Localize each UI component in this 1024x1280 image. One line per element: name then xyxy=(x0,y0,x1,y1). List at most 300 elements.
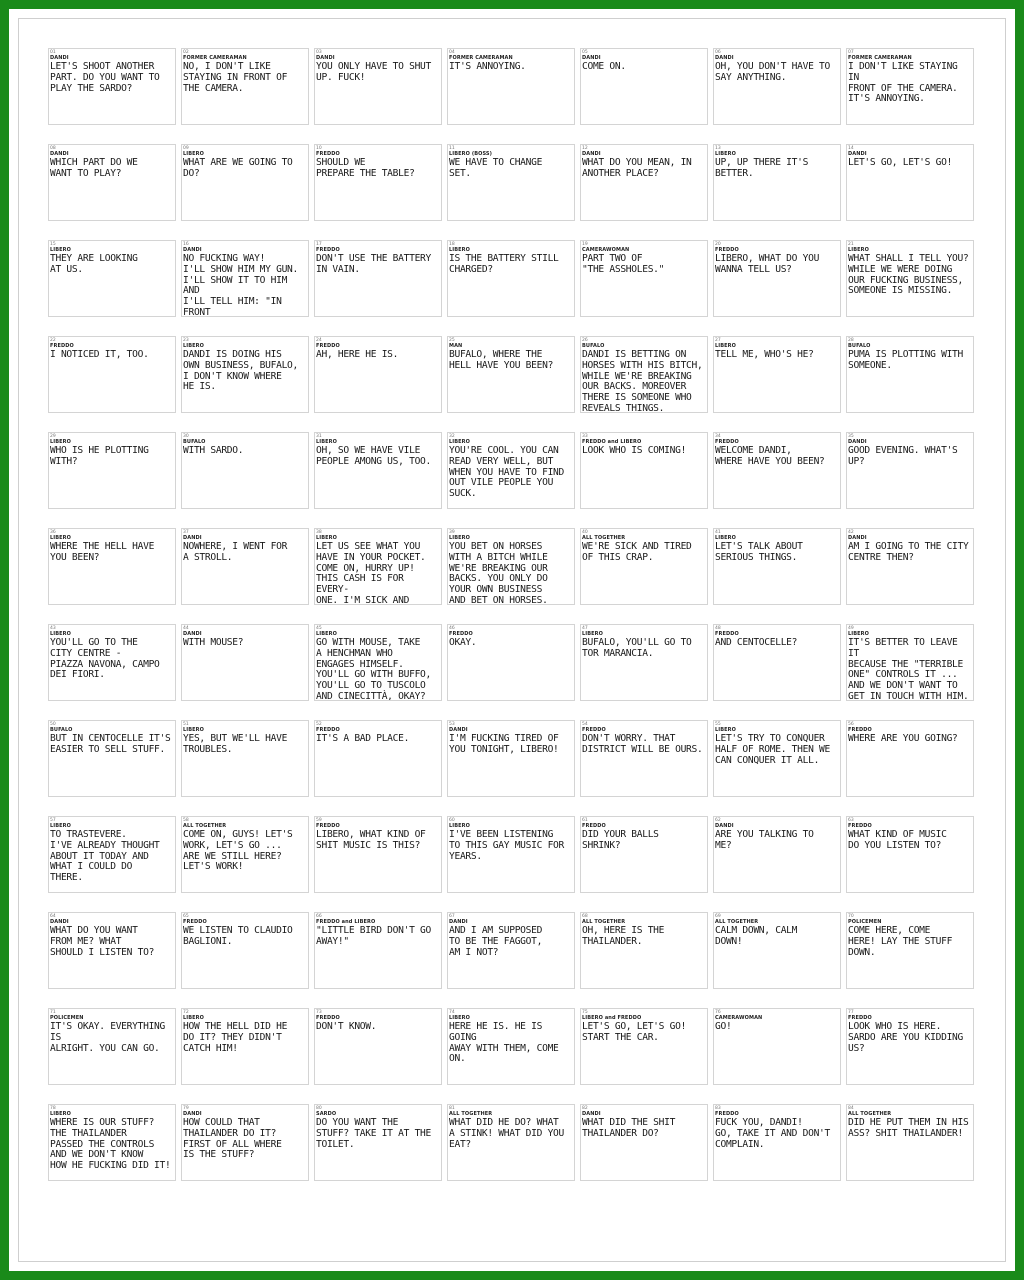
card-number: 48 xyxy=(715,626,721,631)
dialogue-card xyxy=(846,240,974,317)
card-speaker: FREDDO xyxy=(715,247,739,253)
card-speaker: LIBERO xyxy=(449,439,470,445)
card-speaker: ALL TOGETHER xyxy=(449,1111,493,1117)
card-speaker: FREDDO xyxy=(848,823,872,829)
dialogue-card xyxy=(846,144,974,221)
card-speaker: LIBERO xyxy=(582,631,603,637)
card-number: 26 xyxy=(582,338,588,343)
card-number: 81 xyxy=(449,1106,455,1111)
card-dialogue: LOOK WHO IS HERE. SARDO ARE YOU KIDDING US? xyxy=(848,1021,963,1054)
card-number: 37 xyxy=(183,530,189,535)
dialogue-card xyxy=(713,528,841,605)
dialogue-card xyxy=(181,144,309,221)
card-number: 72 xyxy=(183,1010,189,1015)
card-number: 09 xyxy=(183,146,189,151)
card-dialogue: YOU'LL GO TO THE CITY CENTRE - PIAZZA NAVONA, CAMPO DEI FIORI. xyxy=(50,637,160,681)
card-speaker: FREDDO xyxy=(316,151,340,157)
card-number: 68 xyxy=(582,914,588,919)
dialogue-card xyxy=(181,48,309,125)
dialogue-card xyxy=(447,720,575,797)
card-speaker: LIBERO xyxy=(50,631,71,637)
card-number: 74 xyxy=(449,1010,455,1015)
dialogue-card xyxy=(713,336,841,413)
card-dialogue: LET'S TRY TO CONQUER HALF OF ROME. THEN WE CAN CONQUER IT ALL. xyxy=(715,733,830,766)
dialogue-card xyxy=(181,1104,309,1181)
card-speaker: DANDI xyxy=(582,1111,601,1117)
card-number: 11 xyxy=(449,146,455,151)
card-dialogue: LET'S GO, LET'S GO! xyxy=(848,157,953,168)
card-number: 49 xyxy=(848,626,854,631)
card-number: 69 xyxy=(715,914,721,919)
card-number: 52 xyxy=(316,722,322,727)
card-dialogue: IT'S OKAY. EVERYTHING IS ALRIGHT. YOU CAN GO. xyxy=(50,1021,165,1054)
dialogue-card xyxy=(314,48,442,125)
dialogue-card xyxy=(580,240,708,317)
card-speaker: DANDI xyxy=(715,55,734,61)
dialogue-card xyxy=(580,1008,708,1085)
card-dialogue: WE'RE SICK AND TIRED OF THIS CRAP. xyxy=(582,541,692,563)
card-dialogue: SHOULD WE PREPARE THE TABLE? xyxy=(316,157,415,179)
card-speaker: LIBERO xyxy=(449,247,470,253)
dialogue-card-grid xyxy=(48,48,976,1181)
card-speaker: LIBERO xyxy=(183,1015,204,1021)
dialogue-card xyxy=(447,432,575,509)
card-speaker: ALL TOGETHER xyxy=(582,535,626,541)
card-speaker: FREDDO xyxy=(848,1015,872,1021)
card-dialogue: NO FUCKING WAY! I'LL SHOW HIM MY GUN. I'LL SHOW IT TO HIM AND I'LL TELL HIM: "IN FRONT xyxy=(183,253,298,317)
card-speaker: LIBERO xyxy=(449,823,470,829)
dialogue-card xyxy=(580,528,708,605)
dialogue-card xyxy=(713,1104,841,1181)
card-speaker: LIBERO xyxy=(50,535,71,541)
dialogue-card xyxy=(846,624,974,701)
card-speaker: MAN xyxy=(449,343,463,349)
card-speaker: DANDI xyxy=(449,727,468,733)
card-number: 61 xyxy=(582,818,588,823)
dialogue-card xyxy=(314,816,442,893)
card-dialogue: WITH MOUSE? xyxy=(183,637,244,648)
card-speaker: DANDI xyxy=(183,631,202,637)
dialogue-card xyxy=(314,720,442,797)
card-speaker: FREDDO and LIBERO xyxy=(582,439,642,445)
card-speaker: DANDI xyxy=(848,535,867,541)
dialogue-card xyxy=(713,624,841,701)
card-number: 28 xyxy=(848,338,854,343)
dialogue-card xyxy=(846,48,974,125)
card-speaker: FREDDO xyxy=(582,823,606,829)
card-dialogue: LOOK WHO IS COMING! xyxy=(582,445,687,456)
card-dialogue: COME ON. xyxy=(582,61,626,72)
card-number: 46 xyxy=(449,626,455,631)
card-number: 08 xyxy=(50,146,56,151)
card-number: 12 xyxy=(582,146,588,151)
dialogue-card xyxy=(48,144,176,221)
dialogue-card xyxy=(181,816,309,893)
card-number: 07 xyxy=(848,50,854,55)
card-number: 77 xyxy=(848,1010,854,1015)
card-number: 13 xyxy=(715,146,721,151)
dialogue-card xyxy=(314,432,442,509)
card-speaker: DANDI xyxy=(582,55,601,61)
card-number: 66 xyxy=(316,914,322,919)
card-dialogue: BUT IN CENTOCELLE IT'S EASIER TO SELL STUFF. xyxy=(50,733,171,755)
card-dialogue: I DON'T LIKE STAYING IN FRONT OF THE CAMERA. IT'S ANNOYING. xyxy=(848,61,958,105)
card-dialogue: DANDI IS DOING HIS OWN BUSINESS, BUFALO, I DON'T KNOW WHERE HE IS. xyxy=(183,349,298,393)
dialogue-card xyxy=(181,720,309,797)
dialogue-card xyxy=(713,144,841,221)
card-dialogue: UP, UP THERE IT'S BETTER. xyxy=(715,157,809,179)
dialogue-card xyxy=(48,528,176,605)
dialogue-card xyxy=(314,144,442,221)
card-dialogue: GO WITH MOUSE, TAKE A HENCHMAN WHO ENGAGES HIMSELF. YOU'LL GO WITH BUFFO, YOU'LL GO TO TUSCOLO AND CINECITTÀ, OKAY? xyxy=(316,637,431,701)
dialogue-card xyxy=(181,624,309,701)
card-number: 05 xyxy=(582,50,588,55)
card-number: 78 xyxy=(50,1106,56,1111)
card-dialogue: WHERE THE HELL HAVE YOU BEEN? xyxy=(50,541,155,563)
card-speaker: FREDDO xyxy=(582,727,606,733)
dialogue-card xyxy=(314,912,442,989)
card-number: 27 xyxy=(715,338,721,343)
card-number: 33 xyxy=(582,434,588,439)
card-number: 67 xyxy=(449,914,455,919)
dialogue-card xyxy=(713,720,841,797)
card-speaker: DANDI xyxy=(449,919,468,925)
card-dialogue: BUFALO, WHERE THE HELL HAVE YOU BEEN? xyxy=(449,349,554,371)
card-speaker: CAMERAWOMAN xyxy=(715,1015,763,1021)
card-speaker: FREDDO xyxy=(316,1015,340,1021)
dialogue-card xyxy=(48,432,176,509)
card-number: 04 xyxy=(449,50,455,55)
card-dialogue: LET US SEE WHAT YOU HAVE IN YOUR POCKET. COME ON, HURRY UP! THIS CASH IS FOR EVERY- ONE. I'M SICK AND xyxy=(316,541,426,605)
card-speaker: FREDDO xyxy=(449,631,473,637)
dialogue-card xyxy=(580,1104,708,1181)
card-number: 10 xyxy=(316,146,322,151)
dialogue-card xyxy=(447,816,575,893)
card-speaker: LIBERO xyxy=(848,247,869,253)
card-speaker: LIBERO xyxy=(449,535,470,541)
card-number: 22 xyxy=(50,338,56,343)
card-speaker: FREDDO xyxy=(715,1111,739,1117)
card-dialogue: OH, YOU DON'T HAVE TO SAY ANYTHING. xyxy=(715,61,830,83)
card-number: 71 xyxy=(50,1010,56,1015)
dialogue-card xyxy=(48,1104,176,1181)
dialogue-card xyxy=(846,720,974,797)
dialogue-card xyxy=(580,432,708,509)
card-number: 42 xyxy=(848,530,854,535)
dialogue-card xyxy=(48,720,176,797)
card-number: 54 xyxy=(582,722,588,727)
card-dialogue: NOWHERE, I WENT FOR A STROLL. xyxy=(183,541,288,563)
card-number: 60 xyxy=(449,818,455,823)
dialogue-card xyxy=(447,144,575,221)
dialogue-card xyxy=(580,816,708,893)
card-speaker: LIBERO xyxy=(50,1111,71,1117)
card-speaker: FREDDO xyxy=(183,919,207,925)
card-number: 62 xyxy=(715,818,721,823)
card-dialogue: "LITTLE BIRD DON'T GO AWAY!" xyxy=(316,925,431,947)
card-number: 39 xyxy=(449,530,455,535)
dialogue-card xyxy=(713,432,841,509)
dialogue-card xyxy=(447,1104,575,1181)
card-number: 19 xyxy=(582,242,588,247)
card-dialogue: WHAT DID HE DO? WHAT A STINK! WHAT DID YOU EAT? xyxy=(449,1117,564,1150)
card-speaker: FORMER CAMERAMAN xyxy=(848,55,912,61)
card-dialogue: DID HE PUT THEM IN HIS ASS? SHIT THAILANDER! xyxy=(848,1117,969,1139)
card-speaker: LIBERO xyxy=(715,535,736,541)
card-number: 06 xyxy=(715,50,721,55)
card-number: 21 xyxy=(848,242,854,247)
card-speaker: DANDI xyxy=(183,535,202,541)
card-number: 14 xyxy=(848,146,854,151)
card-speaker: LIBERO xyxy=(183,343,204,349)
card-speaker: LIBERO xyxy=(715,343,736,349)
card-number: 53 xyxy=(449,722,455,727)
card-speaker: DANDI xyxy=(848,439,867,445)
card-number: 16 xyxy=(183,242,189,247)
card-dialogue: LET'S GO, LET'S GO! START THE CAR. xyxy=(582,1021,687,1043)
card-dialogue: WHAT ARE WE GOING TO DO? xyxy=(183,157,293,179)
card-number: 50 xyxy=(50,722,56,727)
card-number: 36 xyxy=(50,530,56,535)
card-speaker: BUFALO xyxy=(183,439,206,445)
card-speaker: DANDI xyxy=(183,247,202,253)
card-speaker: DANDI xyxy=(50,919,69,925)
card-speaker: LIBERO xyxy=(183,727,204,733)
card-speaker: DANDI xyxy=(50,55,69,61)
card-speaker: FORMER CAMERAMAN xyxy=(183,55,247,61)
card-dialogue: WHAT DO YOU MEAN, IN ANOTHER PLACE? xyxy=(582,157,692,179)
card-dialogue: AND CENTOCELLE? xyxy=(715,637,798,648)
card-speaker: LIBERO xyxy=(715,151,736,157)
card-speaker: LIBERO xyxy=(449,1015,470,1021)
card-speaker: LIBERO xyxy=(50,823,71,829)
card-dialogue: WE LISTEN TO CLAUDIO BAGLIONI. xyxy=(183,925,293,947)
dialogue-card xyxy=(48,48,176,125)
card-number: 29 xyxy=(50,434,56,439)
card-speaker: ALL TOGETHER xyxy=(582,919,626,925)
card-dialogue: DANDI IS BETTING ON HORSES WITH HIS BITCH, WHILE WE'RE BREAKING OUR BACKS. MOREOVER THERE IS SOMEONE WHO REVEALS THINGS. xyxy=(582,349,703,413)
card-speaker: BUFALO xyxy=(582,343,605,349)
dialogue-card xyxy=(48,624,176,701)
dialogue-card xyxy=(846,1008,974,1085)
card-number: 45 xyxy=(316,626,322,631)
card-speaker: LIBERO xyxy=(50,247,71,253)
dialogue-card xyxy=(580,48,708,125)
card-speaker: LIBERO xyxy=(316,439,337,445)
card-number: 82 xyxy=(582,1106,588,1111)
card-number: 20 xyxy=(715,242,721,247)
card-speaker: FREDDO xyxy=(316,343,340,349)
card-speaker: FREDDO and LIBERO xyxy=(316,919,376,925)
card-dialogue: HOW THE HELL DID HE DO IT? THEY DIDN'T CATCH HIM! xyxy=(183,1021,288,1054)
dialogue-card xyxy=(846,432,974,509)
card-number: 40 xyxy=(582,530,588,535)
card-dialogue: YOU'RE COOL. YOU CAN READ VERY WELL, BUT WHEN YOU HAVE TO FIND OUT VILE PEOPLE YOU SUCK. xyxy=(449,445,564,500)
card-dialogue: DID YOUR BALLS SHRINK? xyxy=(582,829,659,851)
card-number: 84 xyxy=(848,1106,854,1111)
card-speaker: POLICEMEN xyxy=(848,919,882,925)
card-dialogue: OKAY. xyxy=(449,637,477,648)
card-dialogue: HERE HE IS. HE IS GOING AWAY WITH THEM, COME ON. xyxy=(449,1021,559,1065)
card-speaker: ALL TOGETHER xyxy=(848,1111,892,1117)
card-number: 55 xyxy=(715,722,721,727)
card-dialogue: PUMA IS PLOTTING WITH SOMEONE. xyxy=(848,349,963,371)
card-dialogue: IS THE BATTERY STILL CHARGED? xyxy=(449,253,559,275)
card-speaker: FREDDO xyxy=(316,823,340,829)
card-number: 83 xyxy=(715,1106,721,1111)
card-dialogue: AH, HERE HE IS. xyxy=(316,349,399,360)
dialogue-card xyxy=(447,240,575,317)
dialogue-card xyxy=(713,48,841,125)
card-speaker: DANDI xyxy=(50,151,69,157)
dialogue-card xyxy=(48,1008,176,1085)
card-number: 73 xyxy=(316,1010,322,1015)
card-speaker: LIBERO xyxy=(848,631,869,637)
card-number: 76 xyxy=(715,1010,721,1015)
card-dialogue: WHAT KIND OF MUSIC DO YOU LISTEN TO? xyxy=(848,829,947,851)
card-speaker: FREDDO xyxy=(848,727,872,733)
card-speaker: FREDDO xyxy=(316,247,340,253)
dialogue-card xyxy=(447,1008,575,1085)
card-number: 47 xyxy=(582,626,588,631)
card-dialogue: THEY ARE LOOKING AT US. xyxy=(50,253,138,275)
card-number: 03 xyxy=(316,50,322,55)
card-number: 58 xyxy=(183,818,189,823)
card-speaker: POLICEMEN xyxy=(50,1015,84,1021)
dialogue-card xyxy=(580,624,708,701)
card-dialogue: WHO IS HE PLOTTING WITH? xyxy=(50,445,149,467)
dialogue-card xyxy=(314,624,442,701)
dialogue-card xyxy=(846,816,974,893)
card-dialogue: DON'T KNOW. xyxy=(316,1021,377,1032)
card-speaker: DANDI xyxy=(848,151,867,157)
card-number: 02 xyxy=(183,50,189,55)
card-dialogue: WHICH PART DO WE WANT TO PLAY? xyxy=(50,157,138,179)
card-speaker: DANDI xyxy=(582,151,601,157)
dialogue-card xyxy=(580,720,708,797)
card-dialogue: OH, HERE IS THE THAILANDER. xyxy=(582,925,665,947)
dialogue-card xyxy=(447,336,575,413)
card-number: 79 xyxy=(183,1106,189,1111)
card-speaker: ALL TOGETHER xyxy=(715,919,759,925)
dialogue-card xyxy=(181,528,309,605)
card-dialogue: WHAT DID THE SHIT THAILANDER DO? xyxy=(582,1117,676,1139)
dialogue-card xyxy=(447,528,575,605)
card-number: 24 xyxy=(316,338,322,343)
card-number: 17 xyxy=(316,242,322,247)
card-dialogue: WE HAVE TO CHANGE SET. xyxy=(449,157,543,179)
card-speaker: FORMER CAMERAMAN xyxy=(449,55,513,61)
card-dialogue: BUFALO, YOU'LL GO TO TOR MARANCIA. xyxy=(582,637,692,659)
card-number: 65 xyxy=(183,914,189,919)
card-speaker: DANDI xyxy=(316,55,335,61)
card-speaker: DANDI xyxy=(715,823,734,829)
card-number: 59 xyxy=(316,818,322,823)
dialogue-card xyxy=(48,240,176,317)
dialogue-card xyxy=(713,240,841,317)
card-number: 34 xyxy=(715,434,721,439)
card-dialogue: TELL ME, WHO'S HE? xyxy=(715,349,814,360)
card-dialogue: OH, SO WE HAVE VILE PEOPLE AMONG US, TOO. xyxy=(316,445,431,467)
card-dialogue: DO YOU WANT THE STUFF? TAKE IT AT THE TOILET. xyxy=(316,1117,431,1150)
card-dialogue: YOU ONLY HAVE TO SHUT UP. FUCK! xyxy=(316,61,431,83)
card-speaker: FREDDO xyxy=(715,439,739,445)
dialogue-card xyxy=(846,336,974,413)
card-dialogue: LET'S TALK ABOUT SERIOUS THINGS. xyxy=(715,541,803,563)
card-speaker: LIBERO xyxy=(316,631,337,637)
dialogue-card xyxy=(181,1008,309,1085)
dialogue-card xyxy=(713,1008,841,1085)
card-speaker: BUFALO xyxy=(50,727,73,733)
card-number: 75 xyxy=(582,1010,588,1015)
card-dialogue: DON'T USE THE BATTERY IN VAIN. xyxy=(316,253,431,275)
dialogue-card xyxy=(580,912,708,989)
card-dialogue: IT'S A BAD PLACE. xyxy=(316,733,410,744)
card-dialogue: HOW COULD THAT THAILANDER DO IT? FIRST OF ALL WHERE IS THE STUFF? xyxy=(183,1117,282,1161)
dialogue-card xyxy=(447,624,575,701)
card-dialogue: YES, BUT WE'LL HAVE TROUBLES. xyxy=(183,733,288,755)
card-number: 57 xyxy=(50,818,56,823)
card-number: 15 xyxy=(50,242,56,247)
card-dialogue: GO! xyxy=(715,1021,732,1032)
dialogue-card xyxy=(447,912,575,989)
card-number: 56 xyxy=(848,722,854,727)
card-dialogue: NO, I DON'T LIKE STAYING IN FRONT OF THE CAMERA. xyxy=(183,61,288,94)
dialogue-card xyxy=(447,48,575,125)
card-dialogue: COME HERE, COME HERE! LAY THE STUFF DOWN. xyxy=(848,925,953,958)
card-dialogue: TO TRASTEVERE. I'VE ALREADY THOUGHT ABOUT IT TODAY AND WHAT I COULD DO THERE. xyxy=(50,829,160,884)
card-dialogue: WHAT SHALL I TELL YOU? WHILE WE WERE DOING OUR FUCKING BUSINESS, SOMEONE IS MISSING. xyxy=(848,253,969,297)
card-speaker: LIBERO and FREDDO xyxy=(582,1015,642,1021)
card-dialogue: WHERE ARE YOU GOING? xyxy=(848,733,958,744)
card-number: 63 xyxy=(848,818,854,823)
card-dialogue: DON'T WORRY. THAT DISTRICT WILL BE OURS. xyxy=(582,733,703,755)
dialogue-card xyxy=(580,336,708,413)
card-dialogue: WHAT DO YOU WANT FROM ME? WHAT SHOULD I LISTEN TO? xyxy=(50,925,155,958)
card-speaker: LIBERO xyxy=(316,535,337,541)
card-number: 44 xyxy=(183,626,189,631)
card-dialogue: LIBERO, WHAT KIND OF SHIT MUSIC IS THIS? xyxy=(316,829,426,851)
dialogue-card xyxy=(181,336,309,413)
card-number: 30 xyxy=(183,434,189,439)
card-dialogue: COME ON, GUYS! LET'S WORK, LET'S GO ... ARE WE STILL HERE? LET'S WORK! xyxy=(183,829,293,873)
card-number: 70 xyxy=(848,914,854,919)
card-number: 35 xyxy=(848,434,854,439)
card-dialogue: LIBERO, WHAT DO YOU WANNA TELL US? xyxy=(715,253,820,275)
card-speaker: FREDDO xyxy=(316,727,340,733)
card-speaker: CAMERAWOMAN xyxy=(582,247,630,253)
card-dialogue: I'VE BEEN LISTENING TO THIS GAY MUSIC FOR YEARS. xyxy=(449,829,564,862)
card-number: 32 xyxy=(449,434,455,439)
card-speaker: LIBERO xyxy=(183,151,204,157)
card-dialogue: FUCK YOU, DANDI! GO, TAKE IT AND DON'T COMPLAIN. xyxy=(715,1117,830,1150)
dialogue-card xyxy=(846,912,974,989)
card-speaker: FREDDO xyxy=(50,343,74,349)
card-number: 41 xyxy=(715,530,721,535)
card-dialogue: YOU BET ON HORSES WITH A BITCH WHILE WE'RE BREAKING OUR BACKS. YOU ONLY DO YOUR OWN BUSINESS AND BET ON HORSES. xyxy=(449,541,548,605)
card-number: 31 xyxy=(316,434,322,439)
card-dialogue: I NOTICED IT, TOO. xyxy=(50,349,149,360)
card-number: 43 xyxy=(50,626,56,631)
card-number: 23 xyxy=(183,338,189,343)
card-speaker: ALL TOGETHER xyxy=(183,823,227,829)
card-speaker: LIBERO xyxy=(715,727,736,733)
dialogue-card xyxy=(181,432,309,509)
card-dialogue: PART TWO OF "THE ASSHOLES." xyxy=(582,253,665,275)
card-speaker: LIBERO xyxy=(50,439,71,445)
card-dialogue: GOOD EVENING. WHAT'S UP? xyxy=(848,445,958,467)
dialogue-card xyxy=(48,336,176,413)
